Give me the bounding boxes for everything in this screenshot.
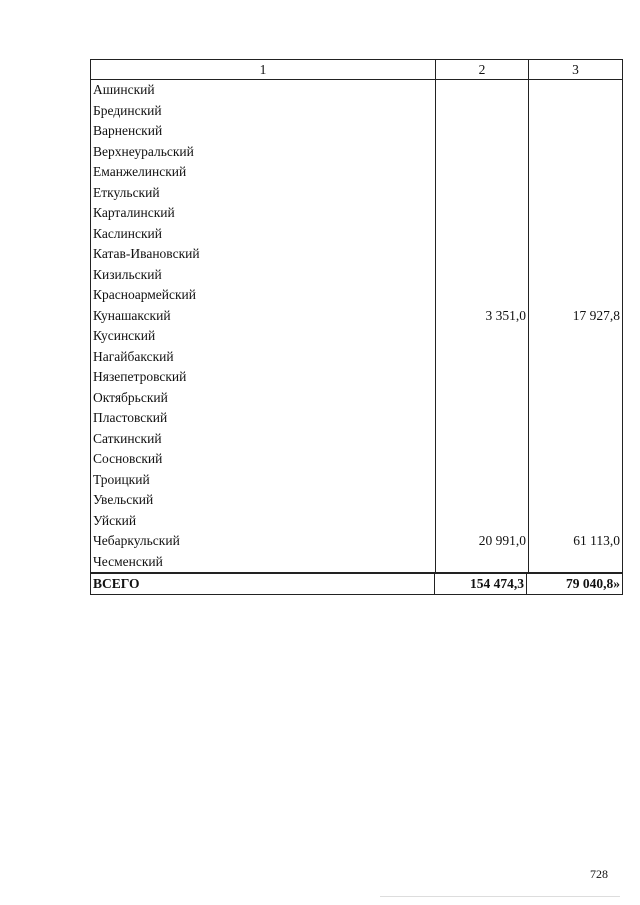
table-row-name: Еманжелинский [93, 164, 187, 179]
table-row-name: Красноармейский [93, 287, 197, 302]
table-row-name: Ашинский [93, 82, 155, 97]
table-cell-col2: 20 991,0 [478, 533, 526, 548]
table-row-name: Карталинский [93, 205, 175, 220]
table-cell-col3: 17 927,8 [572, 307, 620, 323]
table-row-name: Брединский [93, 102, 162, 118]
table-row-name: Уйский [93, 512, 137, 528]
table-row-name: Кусинский [93, 328, 156, 343]
district-names-column [91, 80, 436, 572]
total-label: ВСЕГО [91, 574, 435, 594]
table-row-name: Октябрьский [93, 389, 168, 405]
table-header [91, 60, 622, 80]
table-row-name: Варненский [93, 123, 163, 138]
header-col-3: 3 [572, 62, 579, 77]
table-row-name: Троицкий [93, 471, 150, 487]
table-row-name: Пластовский [93, 410, 168, 425]
table-row-name: Саткинский [93, 430, 162, 446]
table-row-name: Кизильский [93, 266, 162, 282]
values-column-3 [529, 80, 622, 572]
table-row-name: Нагайбакский [93, 348, 174, 364]
table-row-name: Кунашакский [93, 307, 171, 323]
table-row-name: Каслинский [93, 225, 162, 241]
values-column-2 [436, 80, 529, 572]
table-row-name: Чебаркульский [93, 533, 180, 548]
table-row-name: Чесменский [93, 553, 163, 569]
data-table [90, 59, 623, 595]
table-body [91, 80, 622, 572]
header-col-1: 1 [91, 60, 436, 79]
total-col-2: 154 474,3 [435, 574, 527, 594]
table-cell-col2: 3 351,0 [485, 307, 526, 323]
total-row [91, 572, 622, 594]
total-col-3: 79 040,8» [566, 576, 620, 591]
page-number: 728 [590, 867, 608, 881]
header-col-2: 2 [436, 60, 529, 79]
table-row-name: Верхнеуральский [93, 143, 194, 159]
footer-divider [380, 896, 620, 897]
table-cell-col3: 61 113,0 [573, 533, 620, 548]
table-row-name: Нязепетровский [93, 369, 187, 384]
table-row-name: Увельский [93, 492, 154, 507]
table-row-name: Еткульский [93, 184, 160, 200]
table-row-name: Катав-Ивановский [93, 246, 200, 261]
table-row-name: Сосновский [93, 451, 163, 466]
